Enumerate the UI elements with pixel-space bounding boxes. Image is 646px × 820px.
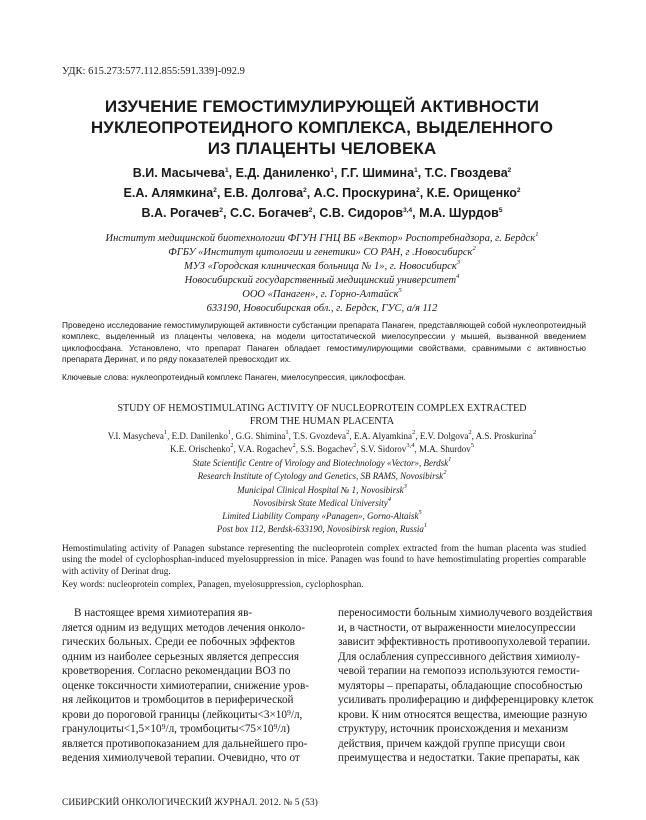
author-name: Е.А. Алямкина$^2$	[123, 186, 217, 200]
body-text-line: и, в частности, от выраженности миелосупрессии	[338, 621, 576, 634]
affiliation-mark: 2	[532, 429, 537, 436]
body-text-line: чевой терапии на гемопоэз используются гемости-	[338, 665, 580, 677]
body-text-line: усиливать пролиферацию и дифференцировку клеток	[338, 694, 594, 706]
affiliation-mark: 5	[418, 509, 422, 517]
title-en	[62, 402, 582, 428]
abstract-en: Hemostimulating activity of Panagen substance representing the nucleoprotein complex extracted from the human placenta was studied using the model of cyclophosphan-induced myelosuppression in mice. Panagen was found to have hemostimulating properties comparable with activity of Derinat drug.	[62, 544, 586, 577]
affiliation-line: State Scientific Centre of Virology and Biotechnology «Vector», Berdsk$^1$	[192, 456, 452, 468]
affiliation-mark: 2	[346, 429, 350, 436]
affiliation-line: Институт медицинской биотехнологии ФГУН ГНЦ ВБ «Вектор» Роспотребнадзора, г. Бердск$^1$	[105, 231, 539, 244]
affiliation-mark: 2	[303, 187, 307, 194]
title-ru-line: ИЗ ПЛАЦЕНТЫ ЧЕЛОВЕКА	[207, 139, 437, 158]
body-text-line: крови. К ним относятся вещества, имеющие разную	[338, 708, 588, 721]
author-name: М.А. Шурдов$^5$	[419, 206, 503, 220]
affiliation-mark: 1	[163, 429, 168, 436]
body-text-line: В настоящее время химиотерапия яв-	[74, 607, 253, 619]
affiliation-mark: 2	[308, 207, 313, 214]
affiliation-mark: 5	[498, 207, 503, 214]
affiliation-line: Post box 112, Berdsk-633190, Novosibirsk region, Russia$^1$	[216, 522, 428, 535]
author-name: K.E. Orischenko$^2$	[170, 442, 234, 454]
affiliation-line: 633190, Новосибирская обл., г. Бердск, ГУС, а/я 112	[206, 303, 438, 314]
affiliation-mark: 2	[292, 442, 296, 449]
affiliation-line: Research Institute of Cytology and Genetics, SB RAMS, Novosibirsk$^2$	[197, 469, 447, 482]
author-name: К.Е. Орищенко$^2$	[426, 186, 521, 200]
author-name: С.В. Сидоров$^{3,4}$	[319, 206, 413, 220]
author-name: А.С. Проскурина$^2$	[313, 186, 420, 200]
authors-ru-line: В.А. Рогачев$^2$, С.С. Богачев$^2$, С.В. Сидоров$^{3,4}$, М.А. Шурдов$^5$	[141, 206, 503, 220]
body-text-line: преимущества и недостатки. Такие препараты, как	[338, 752, 580, 764]
body-text-line: гических больных. Среди ее побочных эффектов	[62, 636, 295, 648]
affiliation-mark: 1	[330, 167, 334, 174]
author-name: E.A. Alyamkina$^2$	[353, 429, 416, 441]
affiliation-mark: 4	[456, 273, 460, 280]
author-name: S.V. Sidorov$^{3,4}$	[360, 442, 415, 454]
title-ru-line: НУКЛЕОПРОТЕИДНОГО КОМПЛЕКСА, ВЫДЕЛЕННОГО	[90, 118, 554, 137]
body-text-line: ведения химиолучевой терапии. Очевидно, что от	[62, 752, 300, 764]
affiliation-mark: 2	[219, 207, 223, 214]
affiliation-mark: 4	[387, 495, 391, 503]
body-column-right	[338, 606, 594, 766]
affiliation-line: Новосибирский государственный медицинский университет$^4$	[184, 273, 460, 286]
author-name: E.D. Danilenko$^1$	[171, 429, 232, 441]
authors-ru-line: Е.А. Алямкина$^2$, Е.В. Долгова$^2$, А.С. Проскурина$^2$, К.Е. Орищенко$^2$	[123, 186, 521, 200]
body-column-left	[62, 606, 312, 766]
affiliation-mark: 1	[224, 167, 229, 174]
author-name: E.V. Dolgova$^2$	[419, 429, 472, 441]
author-name: Т.С. Гвоздева$^2$	[424, 166, 512, 180]
author-name: S.S. Bogachev$^2$	[300, 442, 357, 454]
affiliation-mark: 1	[285, 429, 289, 436]
body-text-line: действия, причем каждой группе присущи свои	[338, 737, 566, 750]
affiliation-line: ФГБУ «Институт цитологии и генетики» СО РАН, г .Новосибирск$^2$	[168, 245, 476, 258]
body-text-line: ня лейкоцитов и тромбоцитов в периферической	[62, 694, 294, 706]
author-name: A.S. Proskurina$^2$	[475, 429, 537, 441]
affiliation-mark: 1	[448, 456, 452, 463]
affiliation-line: Municipal Clinical Hospital № 1, Novosibirsk$^3$	[237, 482, 407, 495]
affiliation-mark: 1	[227, 429, 232, 436]
affiliation-mark: 3	[403, 482, 407, 490]
body-text-line: ляется одним из ведущих методов лечения онколо-	[62, 621, 305, 634]
affiliations-ru	[62, 232, 582, 316]
affiliations-en	[62, 457, 582, 537]
authors-ru-line: В.И. Масычева$^1$, Е.Д. Даниленко$^1$, Г.Г. Шимина$^1$, Т.С. Гвоздева$^2$	[132, 166, 512, 180]
affiliation-mark: 2	[412, 429, 416, 436]
body-text-line: крови до пороговой границы (лейкоциты<3×10⁹/л,	[62, 708, 303, 721]
body-text-line: кроветворения. Согласно рекомендации ВОЗ по	[62, 665, 291, 677]
authors-en-line: K.E. Orischenko$^2$, V.A. Rogachev$^2$, S.S. Bogachev$^2$, S.V. Sidorov$^{3,4}$, M.A. Shurdov$^5$	[170, 442, 474, 454]
affiliation-mark: 3,4	[406, 442, 415, 449]
affiliation-mark: 2	[507, 167, 512, 174]
abstract-ru: Проведено исследование гемостимулирующей активности субстанции препарата Панаген, представляющей собой нуклеопротеидный комплекс, выделенный из плаценты человека, на модели цитостатической миелосупрессии у мышей, вызванной введением циклофосфана. Установлено, что препарат Панаген обладает гемостимулирующими свойствами, сравнимыми с активностью препарата Деринат, и по ряду показателей превосходит их.	[62, 320, 586, 365]
body-text-line: является противопоказанием для дальнейшего про-	[62, 737, 308, 750]
affiliation-mark: 3,4	[403, 207, 413, 214]
body-text-line: Для ослабления супрессивного действия химиолу-	[338, 650, 580, 663]
affiliation-mark: 2	[468, 429, 472, 436]
affiliation-mark: 2	[230, 442, 234, 449]
keywords-ru: Ключевые слова: нуклеопротеидный комплекс Панаген, миелосупрессия, циклофосфан.	[62, 372, 406, 382]
author-name: В.И. Масычева$^1$	[132, 166, 229, 180]
author-name: В.А. Рогачев$^2$	[141, 206, 223, 220]
author-name: Г.Г. Шимина$^1$	[340, 166, 418, 180]
affiliation-mark: 2	[213, 187, 217, 194]
affiliation-mark: 2	[416, 187, 420, 194]
body-text-line: гранулоциты<1,5×10⁹/л, тромбоциты<75×10⁹/л)	[62, 723, 290, 735]
title-ru	[62, 96, 582, 159]
authors-en	[62, 430, 582, 456]
author-name: M.A. Shurdov$^5$	[418, 442, 474, 454]
title-ru-line: ИЗУЧЕНИЕ ГЕМОСТИМУЛИРУЮЩЕЙ АКТИВНОСТИ	[104, 97, 540, 116]
body-text-line: одним из наиболее серьезных является депрессия	[62, 650, 300, 663]
title-en-line: STUDY OF HEMOSTIMULATING ACTIVITY OF NUCLEOPROTEIN COMPLEX EXTRACTED	[117, 403, 527, 414]
affiliation-mark: 2	[472, 245, 476, 252]
affiliation-mark: 1	[535, 231, 539, 238]
author-name: V.A. Rogachev$^2$	[237, 442, 296, 454]
udk-code: УДК: 615.273:577.112.855:591.339]-092.9	[62, 66, 245, 77]
affiliation-mark: 1	[414, 167, 418, 174]
body-text-line: переносимости больным химиолучевого воздействия	[338, 607, 593, 619]
title-en-line: FROM THE HUMAN PLACENTA	[249, 416, 395, 427]
author-name: T.S. Gvozdeva$^2$	[292, 429, 350, 441]
affiliation-line: ООО «Панаген», г. Горно-Алтайск$^5$	[242, 287, 402, 300]
affiliation-mark: 5	[398, 287, 402, 294]
affiliation-mark: 1	[423, 522, 428, 530]
author-name: Е.Д. Даниленко$^1$	[235, 166, 334, 180]
author-name: G.G. Shimina$^1$	[235, 429, 289, 441]
affiliation-mark: 5	[470, 442, 474, 449]
author-name: V.I. Masycheva$^1$	[107, 429, 168, 441]
affiliation-mark: 2	[443, 469, 447, 477]
body-text-line: структуру, источник происхождения и механизм	[338, 723, 569, 735]
keywords-en: Key words: nucleoprotein complex, Panagen, myelosuppression, cyclophosphan.	[62, 580, 364, 590]
author-name: Е.В. Долгова$^2$	[223, 186, 307, 200]
authors-ru	[62, 163, 582, 223]
affiliation-line: Limited Liability Company «Panagen», Gorno-Altaisk$^5$	[222, 509, 422, 522]
author-name: С.С. Богачев$^2$	[229, 206, 313, 220]
journal-footer: СИБИРСКИЙ ОНКОЛОГИЧЕСКИЙ ЖУРНАЛ. 2012. № 5 (53)	[62, 798, 318, 808]
affiliation-mark: 3	[456, 259, 460, 266]
body-text-line: зависит эффективность противоопухолевой терапии.	[338, 636, 591, 648]
body-text-line: оценке токсичности химиотерапии, снижение уров-	[62, 679, 309, 692]
body-text-line: муляторы – препараты, обладающие способностью	[338, 679, 583, 692]
affiliation-line: МУЗ «Городская клиническая больница № 1», г. Новосибирск$^3$	[183, 259, 460, 272]
affiliation-line: Novosibirsk State Medical University$^4$	[253, 495, 391, 508]
authors-en-line: V.I. Masycheva$^1$, E.D. Danilenko$^1$, G.G. Shimina$^1$, T.S. Gvozdeva$^2$, E.A. Alyamkina$^2$, E.V. Dolgova$^2$, A.S. Proskurina$^2$	[107, 429, 537, 441]
affiliation-mark: 2	[352, 442, 357, 449]
affiliation-mark: 2	[516, 187, 521, 194]
